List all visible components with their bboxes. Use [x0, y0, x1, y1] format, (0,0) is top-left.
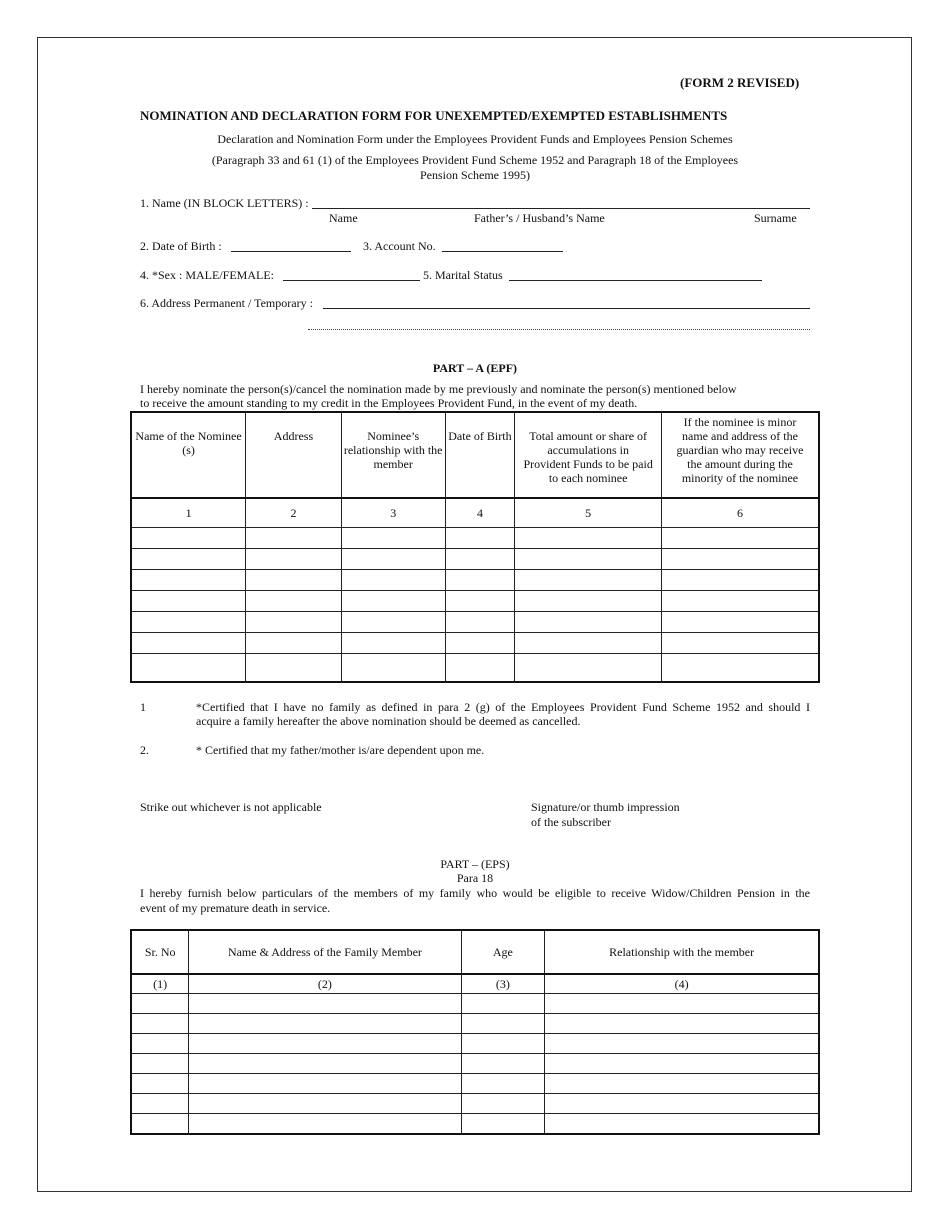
table-cell[interactable] — [131, 653, 246, 682]
table-cell[interactable] — [131, 1033, 189, 1053]
table-cell[interactable] — [445, 590, 515, 611]
signature-label-line1: Signature/or thumb impression — [531, 800, 680, 814]
dob-field[interactable] — [231, 251, 351, 252]
table-cell[interactable] — [461, 1113, 545, 1134]
eps-col-name-address: Name & Address of the Family Member — [189, 930, 461, 974]
epf-col-nominee-name: Name of the Nominee (s) — [131, 412, 246, 498]
table-cell[interactable] — [131, 1073, 189, 1093]
table-cell[interactable] — [341, 548, 445, 569]
table-cell[interactable] — [515, 569, 662, 590]
table-cell[interactable] — [189, 1013, 461, 1033]
epf-col-address: Address — [246, 412, 342, 498]
table-cell[interactable] — [445, 527, 515, 548]
epf-col-number: 2 — [246, 498, 342, 527]
part-eps-heading: PART – (EPS) — [440, 857, 510, 871]
table-cell[interactable] — [445, 569, 515, 590]
form-subtitle: Declaration and Nomination Form under the Employees Provident Funds and Employees Pension Schemes — [217, 132, 733, 146]
table-cell[interactable] — [661, 569, 819, 590]
table-cell[interactable] — [131, 1053, 189, 1073]
epf-col-number: 6 — [661, 498, 819, 527]
table-cell[interactable] — [341, 632, 445, 653]
eps-col-number: (4) — [545, 974, 819, 993]
epf-col-number: 1 — [131, 498, 246, 527]
table-row — [131, 1033, 819, 1053]
eps-family-table — [130, 929, 820, 1135]
epf-col-number: 4 — [445, 498, 515, 527]
table-row — [131, 611, 819, 632]
table-cell[interactable] — [661, 632, 819, 653]
table-cell[interactable] — [341, 653, 445, 682]
table-cell[interactable] — [131, 590, 246, 611]
certification-1-line2: acquire a family hereafter the above nomination should be deemed as cancelled. — [196, 714, 581, 728]
epf-col-share: Total amount or share of accumulations in Provident Funds to be paid to each nominee — [515, 412, 662, 498]
part-eps-intro-line1: I hereby furnish below particulars of the members of my family who would be eligible to receive Widow/Children Pension in the — [140, 886, 810, 900]
table-row — [131, 1053, 819, 1073]
table-cell[interactable] — [131, 569, 246, 590]
table-cell[interactable] — [341, 527, 445, 548]
sex-field[interactable] — [283, 280, 420, 281]
table-cell[interactable] — [445, 653, 515, 682]
signature-label-line2: of the subscriber — [531, 815, 611, 829]
table-cell[interactable] — [461, 1093, 545, 1113]
epf-col-number: 5 — [515, 498, 662, 527]
address-field-line2[interactable] — [308, 329, 810, 330]
part-eps-para: Para 18 — [456, 871, 494, 885]
paragraph-reference-line1: (Paragraph 33 and 61 (1) of the Employees Provident Fund Scheme 1952 and Paragraph 18 of the Employees — [211, 153, 739, 167]
table-cell[interactable] — [189, 993, 461, 1013]
table-cell[interactable] — [341, 590, 445, 611]
table-row — [131, 632, 819, 653]
epf-col-dob: Date of Birth — [445, 412, 515, 498]
table-cell[interactable] — [461, 993, 545, 1013]
table-cell[interactable] — [545, 1033, 819, 1053]
eps-col-number: (2) — [189, 974, 461, 993]
address-field-line1[interactable] — [323, 308, 810, 309]
table-cell[interactable] — [189, 1053, 461, 1073]
eps-col-relationship: Relationship with the member — [545, 930, 819, 974]
table-cell[interactable] — [661, 590, 819, 611]
table-cell[interactable] — [515, 548, 662, 569]
table-cell[interactable] — [515, 653, 662, 682]
table-cell[interactable] — [246, 611, 342, 632]
table-cell[interactable] — [246, 569, 342, 590]
table-row — [131, 569, 819, 590]
table-row — [131, 993, 819, 1013]
name-field[interactable] — [312, 208, 810, 209]
table-row — [131, 1073, 819, 1093]
table-row — [131, 527, 819, 548]
dob-label: 2. Date of Birth : — [140, 239, 222, 253]
form-title: NOMINATION AND DECLARATION FORM FOR UNEXEMPTED/EXEMPTED ESTABLISHMENTS — [140, 108, 728, 123]
eps-col-age: Age — [461, 930, 545, 974]
table-cell[interactable] — [661, 527, 819, 548]
address-label: 6. Address Permanent / Temporary : — [140, 296, 313, 310]
certification-2-number: 2. — [140, 743, 149, 757]
table-cell[interactable] — [515, 527, 662, 548]
table-cell[interactable] — [445, 632, 515, 653]
table-row — [131, 653, 819, 682]
table-cell[interactable] — [131, 1113, 189, 1134]
table-cell[interactable] — [661, 611, 819, 632]
table-cell[interactable] — [445, 611, 515, 632]
epf-col-number: 3 — [341, 498, 445, 527]
table-cell[interactable] — [461, 1033, 545, 1053]
table-cell[interactable] — [461, 1073, 545, 1093]
table-cell[interactable] — [189, 1073, 461, 1093]
name-sublabel-surname: Surname — [754, 211, 797, 225]
table-cell[interactable] — [131, 548, 246, 569]
table-cell[interactable] — [341, 611, 445, 632]
marital-status-field[interactable] — [509, 280, 762, 281]
table-cell[interactable] — [545, 993, 819, 1013]
table-cell[interactable] — [131, 632, 246, 653]
table-cell[interactable] — [246, 632, 342, 653]
epf-col-relationship: Nominee’s relationship with the member — [341, 412, 445, 498]
eps-col-number: (1) — [131, 974, 189, 993]
table-cell[interactable] — [189, 1033, 461, 1053]
table-cell[interactable] — [461, 1053, 545, 1073]
epf-col-guardian: If the nominee is minor name and address of the guardian who may receive the amount during the minority of the nominee — [661, 412, 819, 498]
certification-1-line1: *Certified that I have no family as defined in para 2 (g) of the Employees Provident Fund Scheme 1952 and should I — [196, 700, 810, 714]
part-eps-intro-line2: event of my premature death in service. — [140, 901, 331, 915]
table-cell[interactable] — [445, 548, 515, 569]
table-cell[interactable] — [545, 1113, 819, 1134]
table-cell[interactable] — [341, 569, 445, 590]
name-sublabel-father: Father’s / Husband’s Name — [474, 211, 605, 225]
table-cell[interactable] — [246, 653, 342, 682]
table-cell[interactable] — [545, 1073, 819, 1093]
marital-status-label: 5. Marital Status — [423, 268, 503, 282]
table-cell[interactable] — [131, 1013, 189, 1033]
account-label: 3. Account No. — [363, 239, 436, 253]
table-cell[interactable] — [545, 1013, 819, 1033]
eps-col-number: (3) — [461, 974, 545, 993]
table-cell[interactable] — [461, 1013, 545, 1033]
strike-out-note: Strike out whichever is not applicable — [140, 800, 322, 814]
part-a-intro-line1: I hereby nominate the person(s)/cancel the nomination made by me previously and nominate the person(s) mentioned below — [140, 382, 737, 396]
table-cell[interactable] — [131, 611, 246, 632]
table-row — [131, 548, 819, 569]
table-cell[interactable] — [131, 527, 246, 548]
table-cell[interactable] — [131, 1093, 189, 1113]
paragraph-reference-line2: Pension Scheme 1995) — [420, 168, 530, 182]
table-cell[interactable] — [661, 653, 819, 682]
table-cell[interactable] — [545, 1093, 819, 1113]
table-cell[interactable] — [131, 993, 189, 1013]
table-row — [131, 590, 819, 611]
table-row — [131, 1013, 819, 1033]
epf-nominee-table — [130, 411, 820, 683]
table-cell[interactable] — [246, 590, 342, 611]
table-cell[interactable] — [246, 548, 342, 569]
account-field[interactable] — [442, 251, 563, 252]
certification-2-line1: * Certified that my father/mother is/are dependent upon me. — [196, 743, 485, 757]
table-cell[interactable] — [246, 527, 342, 548]
table-cell[interactable] — [545, 1053, 819, 1073]
table-cell[interactable] — [189, 1113, 461, 1134]
certification-1-number: 1 — [140, 700, 146, 714]
table-cell[interactable] — [661, 548, 819, 569]
name-label: 1. Name (IN BLOCK LETTERS) : — [140, 196, 309, 210]
name-sublabel-name: Name — [329, 211, 358, 225]
table-cell[interactable] — [515, 611, 662, 632]
table-row — [131, 1113, 819, 1134]
table-row — [131, 1093, 819, 1113]
table-cell[interactable] — [515, 632, 662, 653]
part-a-heading: PART – A (EPF) — [432, 361, 518, 375]
sex-label: 4. *Sex : MALE/FEMALE: — [140, 268, 274, 282]
table-cell[interactable] — [189, 1093, 461, 1113]
table-cell[interactable] — [515, 590, 662, 611]
eps-col-sr-no: Sr. No — [131, 930, 189, 974]
form-code: (FORM 2 REVISED) — [680, 75, 800, 90]
part-a-intro-line2: to receive the amount standing to my credit in the Employees Provident Fund, in the event of my death. — [140, 396, 638, 410]
